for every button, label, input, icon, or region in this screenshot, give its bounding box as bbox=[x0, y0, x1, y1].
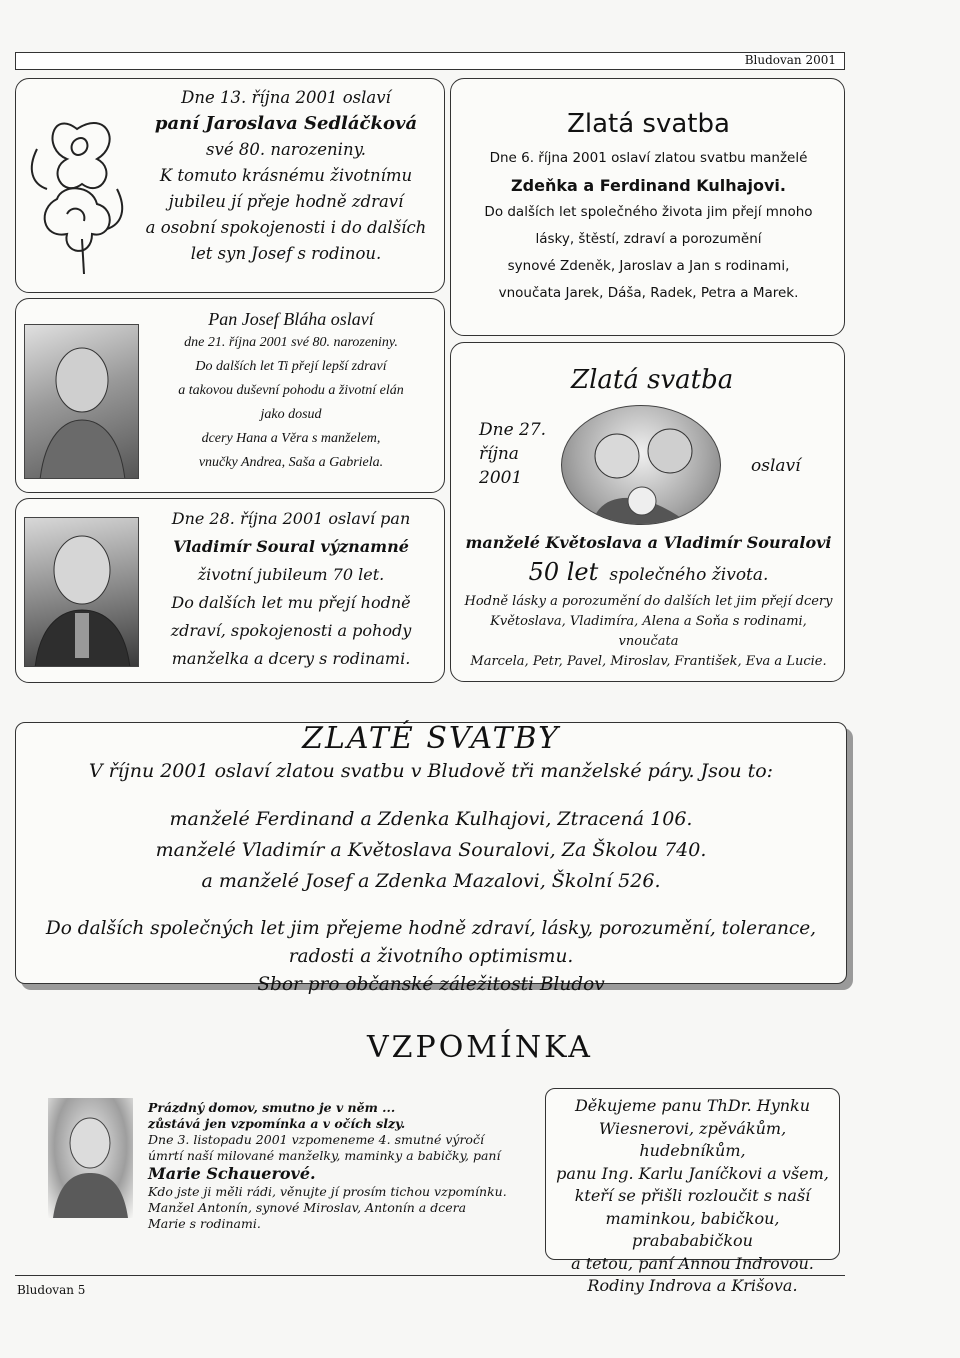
golden2-years bbox=[451, 558, 846, 586]
birthday-box-3 bbox=[15, 498, 445, 683]
golden2-line: vnoučata bbox=[618, 634, 679, 649]
zlate-svatby-box bbox=[15, 721, 847, 995]
thanks-line: Děkujeme panu ThDr. Hynku bbox=[574, 1096, 811, 1115]
golden2-couple: manželé Květoslava a Vladimír Souralovi bbox=[465, 533, 832, 552]
zlate-title: ZLATÉ SVATBY bbox=[302, 721, 560, 756]
golden2-line: Marcela, Petr, Pavel, Miroslav, František, Eva a Lucie. bbox=[470, 654, 827, 669]
vzpominka-line: úmrtí naší milované manželky, maminky a babičky, paní bbox=[148, 1148, 501, 1163]
birthday3-line: Do dalších let mu přejí hodně bbox=[171, 593, 411, 612]
golden2-oslavi: oslaví bbox=[751, 456, 801, 476]
footer-page: Bludovan 5 bbox=[17, 1283, 86, 1297]
golden2-line: Květoslava, Vladimíra, Alena a Soňa s rodinami, bbox=[490, 614, 807, 629]
golden1-line: Zdeňka a Ferdinand Kulhajovi. bbox=[511, 176, 786, 195]
thanks-line: panu Ing. Karlu Janíčkovi a všem, bbox=[556, 1163, 829, 1183]
birthday2-line: Do dalších let Ti přejí lepší zdraví bbox=[195, 359, 387, 374]
vzpominka-line: Manžel Antonín, synové Miroslav, Antonín a dcera bbox=[148, 1200, 467, 1215]
vzpominka-title: VZPOMÍNKA bbox=[367, 1030, 593, 1065]
zlate-intro: V říjnu 2001 oslaví zlatou svatbu v Bludově tři manželské páry. Jsou to: bbox=[88, 760, 774, 782]
birthday1-line: své 80. narozeniny. bbox=[206, 140, 366, 159]
golden1-line: vnoučata Jarek, Dáša, Radek, Petra a Marek. bbox=[498, 285, 799, 301]
birthday2-line: Pan Josef Bláha oslaví bbox=[208, 309, 374, 329]
zlate-couple: manželé Vladimír a Květoslava Souralovi, Za Školou 740. bbox=[155, 839, 707, 861]
vzpominka-name: Marie Schauerové. bbox=[148, 1164, 316, 1183]
vzpominka-bold-line: Prázdný domov, smutno je v něm ... bbox=[148, 1100, 396, 1115]
zlate-couple: a manželé Josef a Zdenka Mazalovi, Školní 526. bbox=[201, 870, 661, 892]
photo-vladimir-soural bbox=[24, 517, 139, 667]
zlate-couple: manželé Ferdinand a Zdenka Kulhajovi, Ztracená 106. bbox=[169, 808, 693, 830]
portrait-silhouette bbox=[25, 518, 139, 667]
golden1-line: lásky, štěstí, zdraví a porozumění bbox=[535, 231, 762, 247]
footer-rule bbox=[15, 1275, 845, 1276]
golden2-years-number: 50 let bbox=[528, 558, 599, 586]
thanks-line: maminkou, babičkou, prabababičkou bbox=[605, 1208, 780, 1250]
zlate-wish: Do dalších společných let jim přejeme hodně zdraví, lásky, porozumění, tolerance, bbox=[45, 918, 817, 939]
header-bar bbox=[15, 52, 845, 70]
vzpominka-line: Kdo jste ji měli rádi, věnujte jí prosím tichou vzpomínku. bbox=[148, 1184, 507, 1199]
header-title: Bludovan 2001 bbox=[744, 53, 836, 67]
birthday1-line: a osobní spokojenosti i do dalších bbox=[145, 218, 427, 237]
golden2-years-text: společného života. bbox=[609, 565, 769, 585]
vzpominka-bold-line: zůstává jen vzpomínka a v očích slzy. bbox=[148, 1116, 406, 1131]
couple-silhouette bbox=[562, 406, 721, 525]
birthday1-line: let syn Josef s rodinou. bbox=[190, 244, 382, 263]
birthday3-line: životní jubileum 70 let. bbox=[197, 565, 385, 584]
birthday3-line: zdraví, spokojenosti a pohody bbox=[170, 621, 412, 640]
thanks-line: a tetou, paní Annou Indrovou. bbox=[571, 1253, 814, 1273]
golden2-date: Dne 27. října 2001 bbox=[479, 420, 547, 488]
thanks-box bbox=[545, 1088, 840, 1295]
birthday2-line: a takovou duševní pohodu a životní elán bbox=[178, 383, 404, 398]
birthday1-line: jubileu jí přeje hodně zdraví bbox=[168, 192, 404, 211]
golden1-line: Dne 6. října 2001 oslaví zlatou svatbu manželé bbox=[489, 150, 808, 166]
birthday2-line: dcery Hana a Věra s manželem, bbox=[201, 431, 381, 446]
thanks-line: Wiesnerovi, zpěvákům, hudebníkům, bbox=[598, 1118, 787, 1160]
vzpominka-text bbox=[148, 1100, 538, 1232]
golden1-line: Do dalších let společného života jim přejí mnoho bbox=[484, 204, 813, 220]
golden1-title: Zlatá svatba bbox=[567, 109, 730, 139]
zlate-wish: radosti a životního optimismu. bbox=[288, 946, 574, 967]
photo-marie-schauerova bbox=[48, 1098, 133, 1218]
birthday3-line: Vladimír Soural významné bbox=[173, 537, 409, 556]
birthday1-line: paní Jaroslava Sedláčková bbox=[154, 113, 418, 134]
birthday2-line: vnučky Andrea, Saša a Gabriela. bbox=[198, 455, 384, 470]
golden1-line: synové Zdeněk, Jaroslav a Jan s rodinami, bbox=[507, 258, 790, 274]
birthday3-line: manželka a dcery s rodinami. bbox=[171, 649, 411, 668]
golden-wedding-box-1 bbox=[450, 78, 845, 336]
birthday1-line: Dne 13. října 2001 oslaví bbox=[181, 88, 391, 107]
birthday1-line: K tomuto krásnému životnímu bbox=[159, 166, 413, 185]
portrait-silhouette bbox=[48, 1098, 133, 1218]
thanks-line: Rodiny Indrova a Krišova. bbox=[587, 1276, 798, 1295]
birthday-box-1 bbox=[15, 78, 445, 293]
golden2-title: Zlatá svatba bbox=[571, 365, 734, 395]
vzpominka-line: Dne 3. listopadu 2001 vzpomeneme 4. smutné výročí bbox=[148, 1132, 484, 1147]
golden2-line: Hodně lásky a porozumění do dalších let jim přejí dcery bbox=[464, 594, 833, 609]
birthday2-line: dne 21. října 2001 své 80. narozeniny. bbox=[184, 335, 398, 350]
photo-josef-blaha bbox=[24, 324, 139, 479]
photo-couple bbox=[561, 405, 721, 525]
golden-wedding-box-2 bbox=[450, 342, 845, 682]
birthday3-line: Dne 28. října 2001 oslaví pan bbox=[171, 509, 411, 528]
vzpominka-line: Marie s rodinami. bbox=[148, 1216, 261, 1231]
birthday-box-2 bbox=[15, 298, 445, 493]
portrait-silhouette bbox=[25, 325, 139, 479]
rose-illustration bbox=[22, 89, 132, 279]
thanks-line: kteří se přišli rozloučit s naší bbox=[574, 1186, 811, 1205]
birthday2-line: jako dosud bbox=[260, 407, 322, 422]
zlate-sign: Sbor pro občanské záležitosti Bludov bbox=[257, 974, 605, 995]
